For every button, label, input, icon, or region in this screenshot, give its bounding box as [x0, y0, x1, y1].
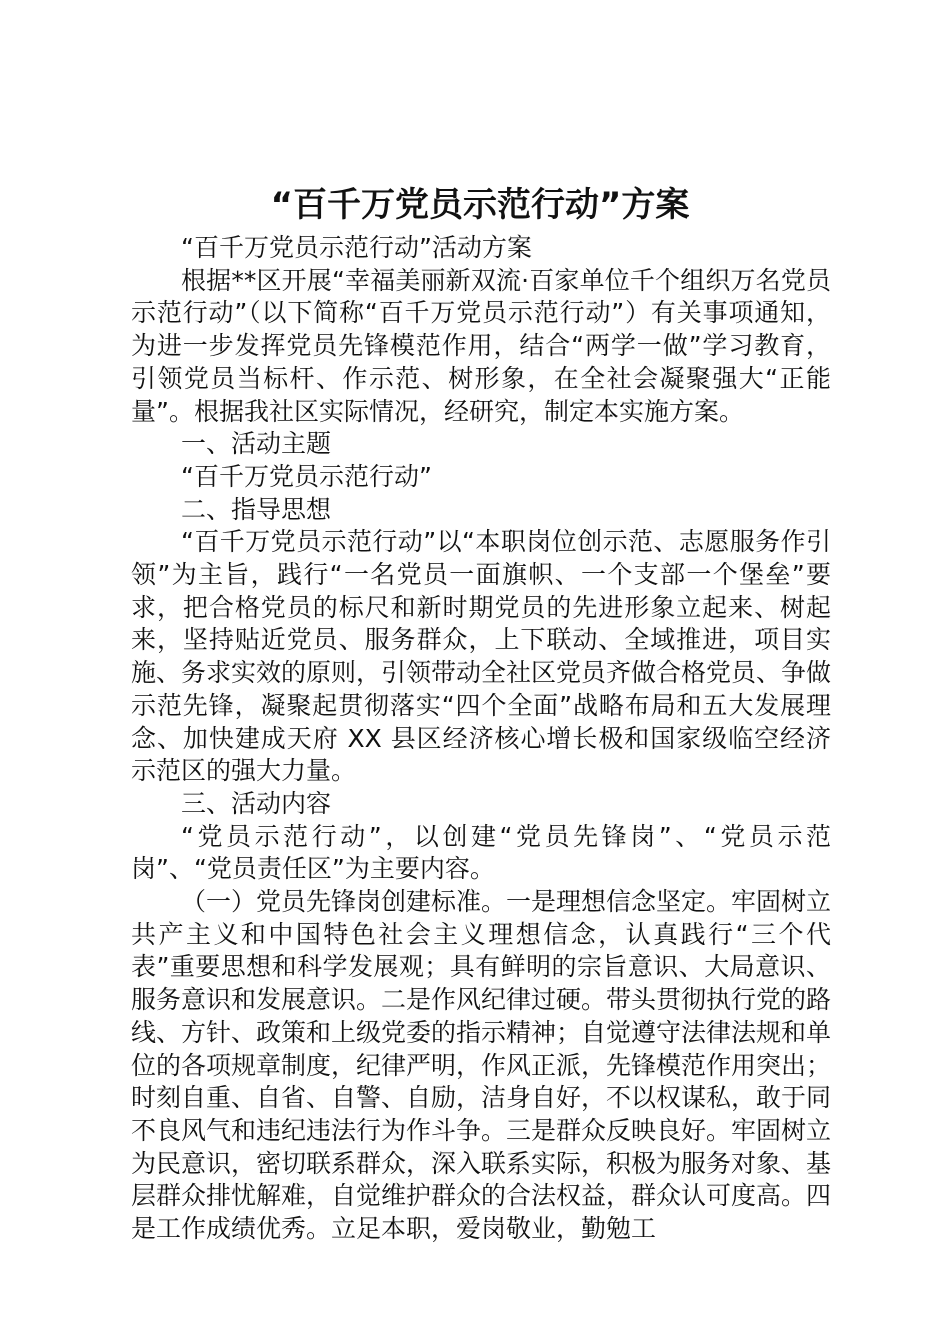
standards-paragraph: （一）党员先锋岗创建标准。一是理想信念坚定。牢固树立共产主义和中国特色社会主义理想信念，认真践行“三个代表”重要思想和科学发展观；具有鲜明的宗旨意识、大局意识、服务意识和发展意识。二是作风纪律过硬。带头贯彻执行党的路线、方针、政策和上级党委的指示精神；自觉遵守法律法规和单位的各项规章制度，纪律严明，作风正派，先锋模范作用突出；时刻自重、自省、自警、自励，洁身自好，不以权谋私，敢于同不良风气和违纪违法行为作斗争。三是群众反映良好。牢固树立为民意识，密切联系群众，深入联系实际，积极为服务对象、基层群众排忧解难，自觉维护群众的合法权益，群众认可度高。四是工作成绩优秀。立足本职，爱岗敬业，勤勉工 [131, 887, 832, 1244]
intro-paragraph: 根据**区开展“幸福美丽新双流·百家单位千个组织万名党员示范行动”（以下简称“百千万党员示范行动”）有关事项通知，为进一步发挥党员先锋模范作用，结合“两学一做”学习教育，引领党员当标杆、作示范、树形象，在全社会凝聚强大“正能量”。根据我社区实际情况，经研究，制定本实施方案。 [131, 265, 831, 426]
content-paragraph: “党员示范行动”，以创建“党员先锋岗”、“党员示范岗”、“党员责任区”为主要内容。 [131, 821, 831, 884]
guiding-ideology-paragraph: “百千万党员示范行动”以“本职岗位创示范、志愿服务作引领”为主旨，践行“一名党员一面旗帜、一个支部一个堡垒”要求，把合格党员的标尺和新时期党员的先进形象立起来、树起来，坚持贴近党员、服务群众，上下联动、全域推进，项目实施、务求实效的原则，引领带动全社区党员齐做合格党员、争做示范先锋，凝聚起贯彻落实“四个全面”战略布局和五大发展理念、加快建成天府 XX 县区经济核心增长极和国家级临空经济示范区的强大力量。 [131, 527, 832, 786]
section-heading-content: 三、活动内容 [181, 788, 332, 818]
subtitle-paragraph: “百千万党员示范行动”活动方案 [181, 233, 532, 262]
section-heading-guiding-ideology: 二、指导思想 [181, 494, 332, 524]
theme-paragraph: “百千万党员示范行动” [181, 461, 432, 491]
document-title: “百千万党员示范行动”方案 [270, 185, 690, 225]
section-heading-theme: 一、活动主题 [181, 429, 332, 459]
document-body [131, 232, 831, 1246]
